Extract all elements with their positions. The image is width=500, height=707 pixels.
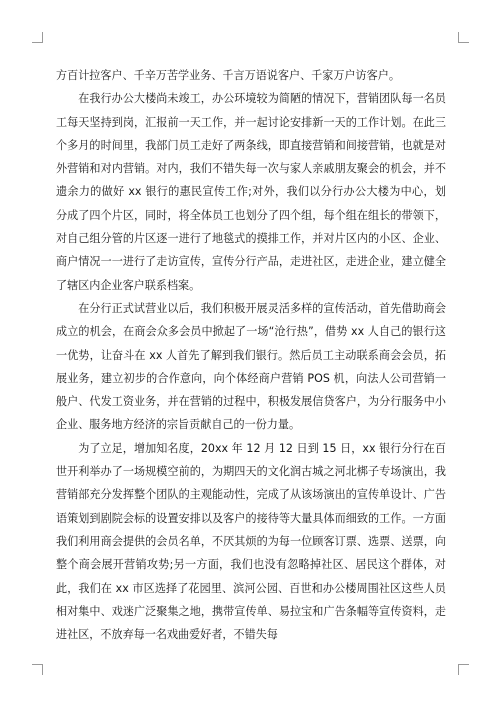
document-body xyxy=(56,64,446,646)
crop-mark-bottom-right xyxy=(458,664,469,675)
paragraph-office-building: 在我行办公大楼尚未竣工，办公环境较为简陋的情况下，营销团队每一名员工每天坚持到岗，汇报前一天工作，并一起讨论安排新一天的工作计划。在此三个多月的时间里，我部门员工走好了两条线，即直接营销和间接营销，也就是对外营销和对内营销。对内，我们不错失每一次与家人亲戚朋友聚会的机会，并不遗余力的做好 xx 银行的惠民宣传工作;对外，我们以分行办公大楼为中心，划分成了四个片区，同时，将全体员工也划分了四个组，每个组在组长的带领下，对自己组分管的片区逐一进行了地毯式的摸排工作，并对片区内的小区、企业、商户情况一一进行了走访宣传，宣传分行产品，走进社区，走进企业，建立健全了辖区内企业客户联系档案。 xyxy=(56,92,446,292)
crop-mark-top-left xyxy=(32,32,43,43)
paragraph-trial-operation: 在分行正式试营业以后，我们积极开展灵活多样的宣传活动，首先借助商会成立的机会，在商会众多会员中掀起了一场“沧行热”，借势 xx 人自己的银行这一优势，让奋斗在 xx 人首先了解到我们银行。然后员工主动联系商会会员，拓展业务，建立初步的合作意向，向个体经商户营销 POS 机，向法人公司营销一般户、代发工资业务，并在营销的过程中，积极发展信贷客户，为分行服务中小企业、服务地方经济的宗旨贡献自己的一份力量。 xyxy=(56,301,446,432)
paragraph-opera-event: 为了立足，增加知名度，20xx 年 12 月 12 日到 15 日，xx 银行分行在百世开利举办了一场规模空前的，为期四天的文化润古城之河北梆子专场演出，我营销部充分发挥整个团队的主观能动性，完成了从该场演出的宣传单设计、广告语策划到剧院会标的设置安排以及客户的接待等大量具体而细致的工作。一方面我们利用商会提供的会员名单，不厌其烦的为每一位顾客订票、选票、送票，向整个商会展开营销攻势;另一方面，我们也没有忽略掉社区、居民这个群体，对此，我们在 xx 市区选择了花园里、滨河公园、百世和办公楼周围社区这些人员相对集中、戏迷广泛聚集之地，携带宣传单、易拉宝和广告条幅等宣传资料，走进社区，不放弃每一名戏曲爱好者，不错失每 xyxy=(56,441,446,642)
crop-mark-bottom-left xyxy=(32,664,43,675)
paragraph-continuation: 方百计拉客户、千辛万苦学业务、千言万语说客户、千家万户访客户。 xyxy=(56,69,400,82)
crop-mark-top-right xyxy=(458,32,469,43)
